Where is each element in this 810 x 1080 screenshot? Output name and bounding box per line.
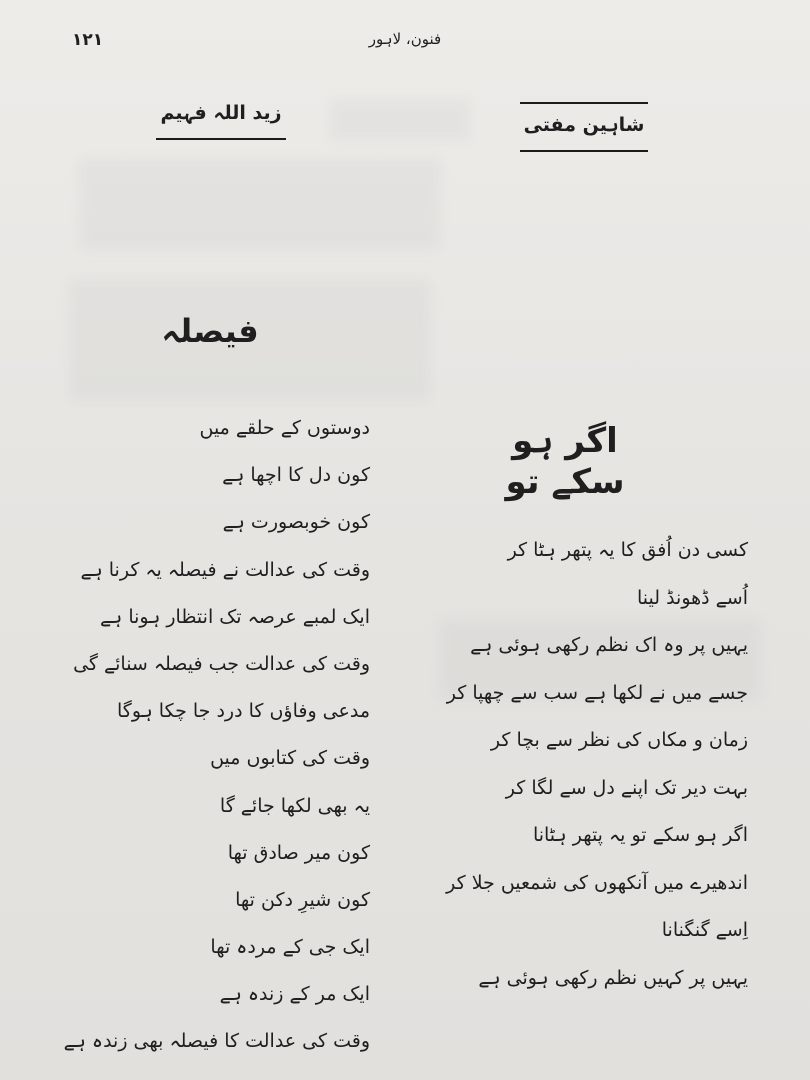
poem-line: اِسے گنگنانا — [661, 919, 748, 941]
page-number: ۱۲۱ — [72, 30, 104, 50]
left-poem-author: زید اللہ فہیم — [156, 92, 286, 140]
poem-line: کون شیرِ دکن تھا — [235, 888, 370, 911]
poem-line: وقت کی عدالت نے فیصلہ یہ کرنا ہے — [80, 558, 370, 581]
poem-line: یہیں پر کہیں نظم رکھی ہوئی ہے — [478, 966, 748, 989]
poem-line: بہت دیر تک اپنے دل سے لگا کر — [505, 776, 748, 799]
poem-line: ایک جی کے مردہ تھا — [210, 936, 370, 959]
poem-line: اگر ہو سکے تو یہ پتھر ہٹانا — [532, 824, 748, 846]
right-poem-author: شاہین مفتی — [520, 102, 648, 152]
right-poem-title: اگر ہو سکے تو — [505, 421, 625, 502]
poem-line: دوستوں کے حلقے میں — [199, 417, 370, 439]
running-header: فنون، لاہور — [368, 30, 442, 48]
poem-line: یہ بھی لکھا جائے گا — [219, 794, 370, 817]
left-poem-title: فیصلہ — [161, 312, 259, 350]
poem-line: کسی دن اُفق کا یہ پتھر ہٹا کر — [507, 539, 748, 561]
poem-line: وقت کی عدالت جب فیصلہ سنائے گی — [73, 652, 370, 675]
poem-line: وقت کی کتابوں میں — [210, 747, 370, 770]
poem-line: مدعی وفاؤں کا درد جا چکا ہوگا — [116, 700, 370, 723]
poem-line: وقت کی عدالت کا فیصلہ بھی زندہ ہے — [63, 1030, 370, 1053]
left-poem-body — [63, 408, 370, 1069]
poem-line: کون دل کا اچھا ہے — [222, 464, 370, 487]
poem-line: کون خوبصورت ہے — [222, 511, 370, 534]
show-through-text — [330, 100, 470, 140]
right-poem-body — [420, 530, 748, 1005]
poem-line: یہیں پر وہ اک نظم رکھی ہوئی ہے — [470, 634, 748, 656]
poem-line: اندھیرے میں آنکھوں کی شمعیں جلا کر — [446, 871, 748, 894]
poem-line: زمان و مکاں کی نظر سے بچا کر — [490, 729, 748, 751]
poem-line: ایک لمبے عرصہ تک انتظار ہونا ہے — [100, 605, 370, 628]
poem-line: جسے میں نے لکھا ہے سب سے چھپا کر — [446, 681, 748, 704]
show-through-text — [80, 160, 440, 250]
poem-line: کون میر صادق تھا — [227, 841, 370, 864]
poem-line: اُسے ڈھونڈ لینا — [636, 586, 748, 609]
poem-line: ایک مر کے زندہ ہے — [219, 983, 370, 1006]
